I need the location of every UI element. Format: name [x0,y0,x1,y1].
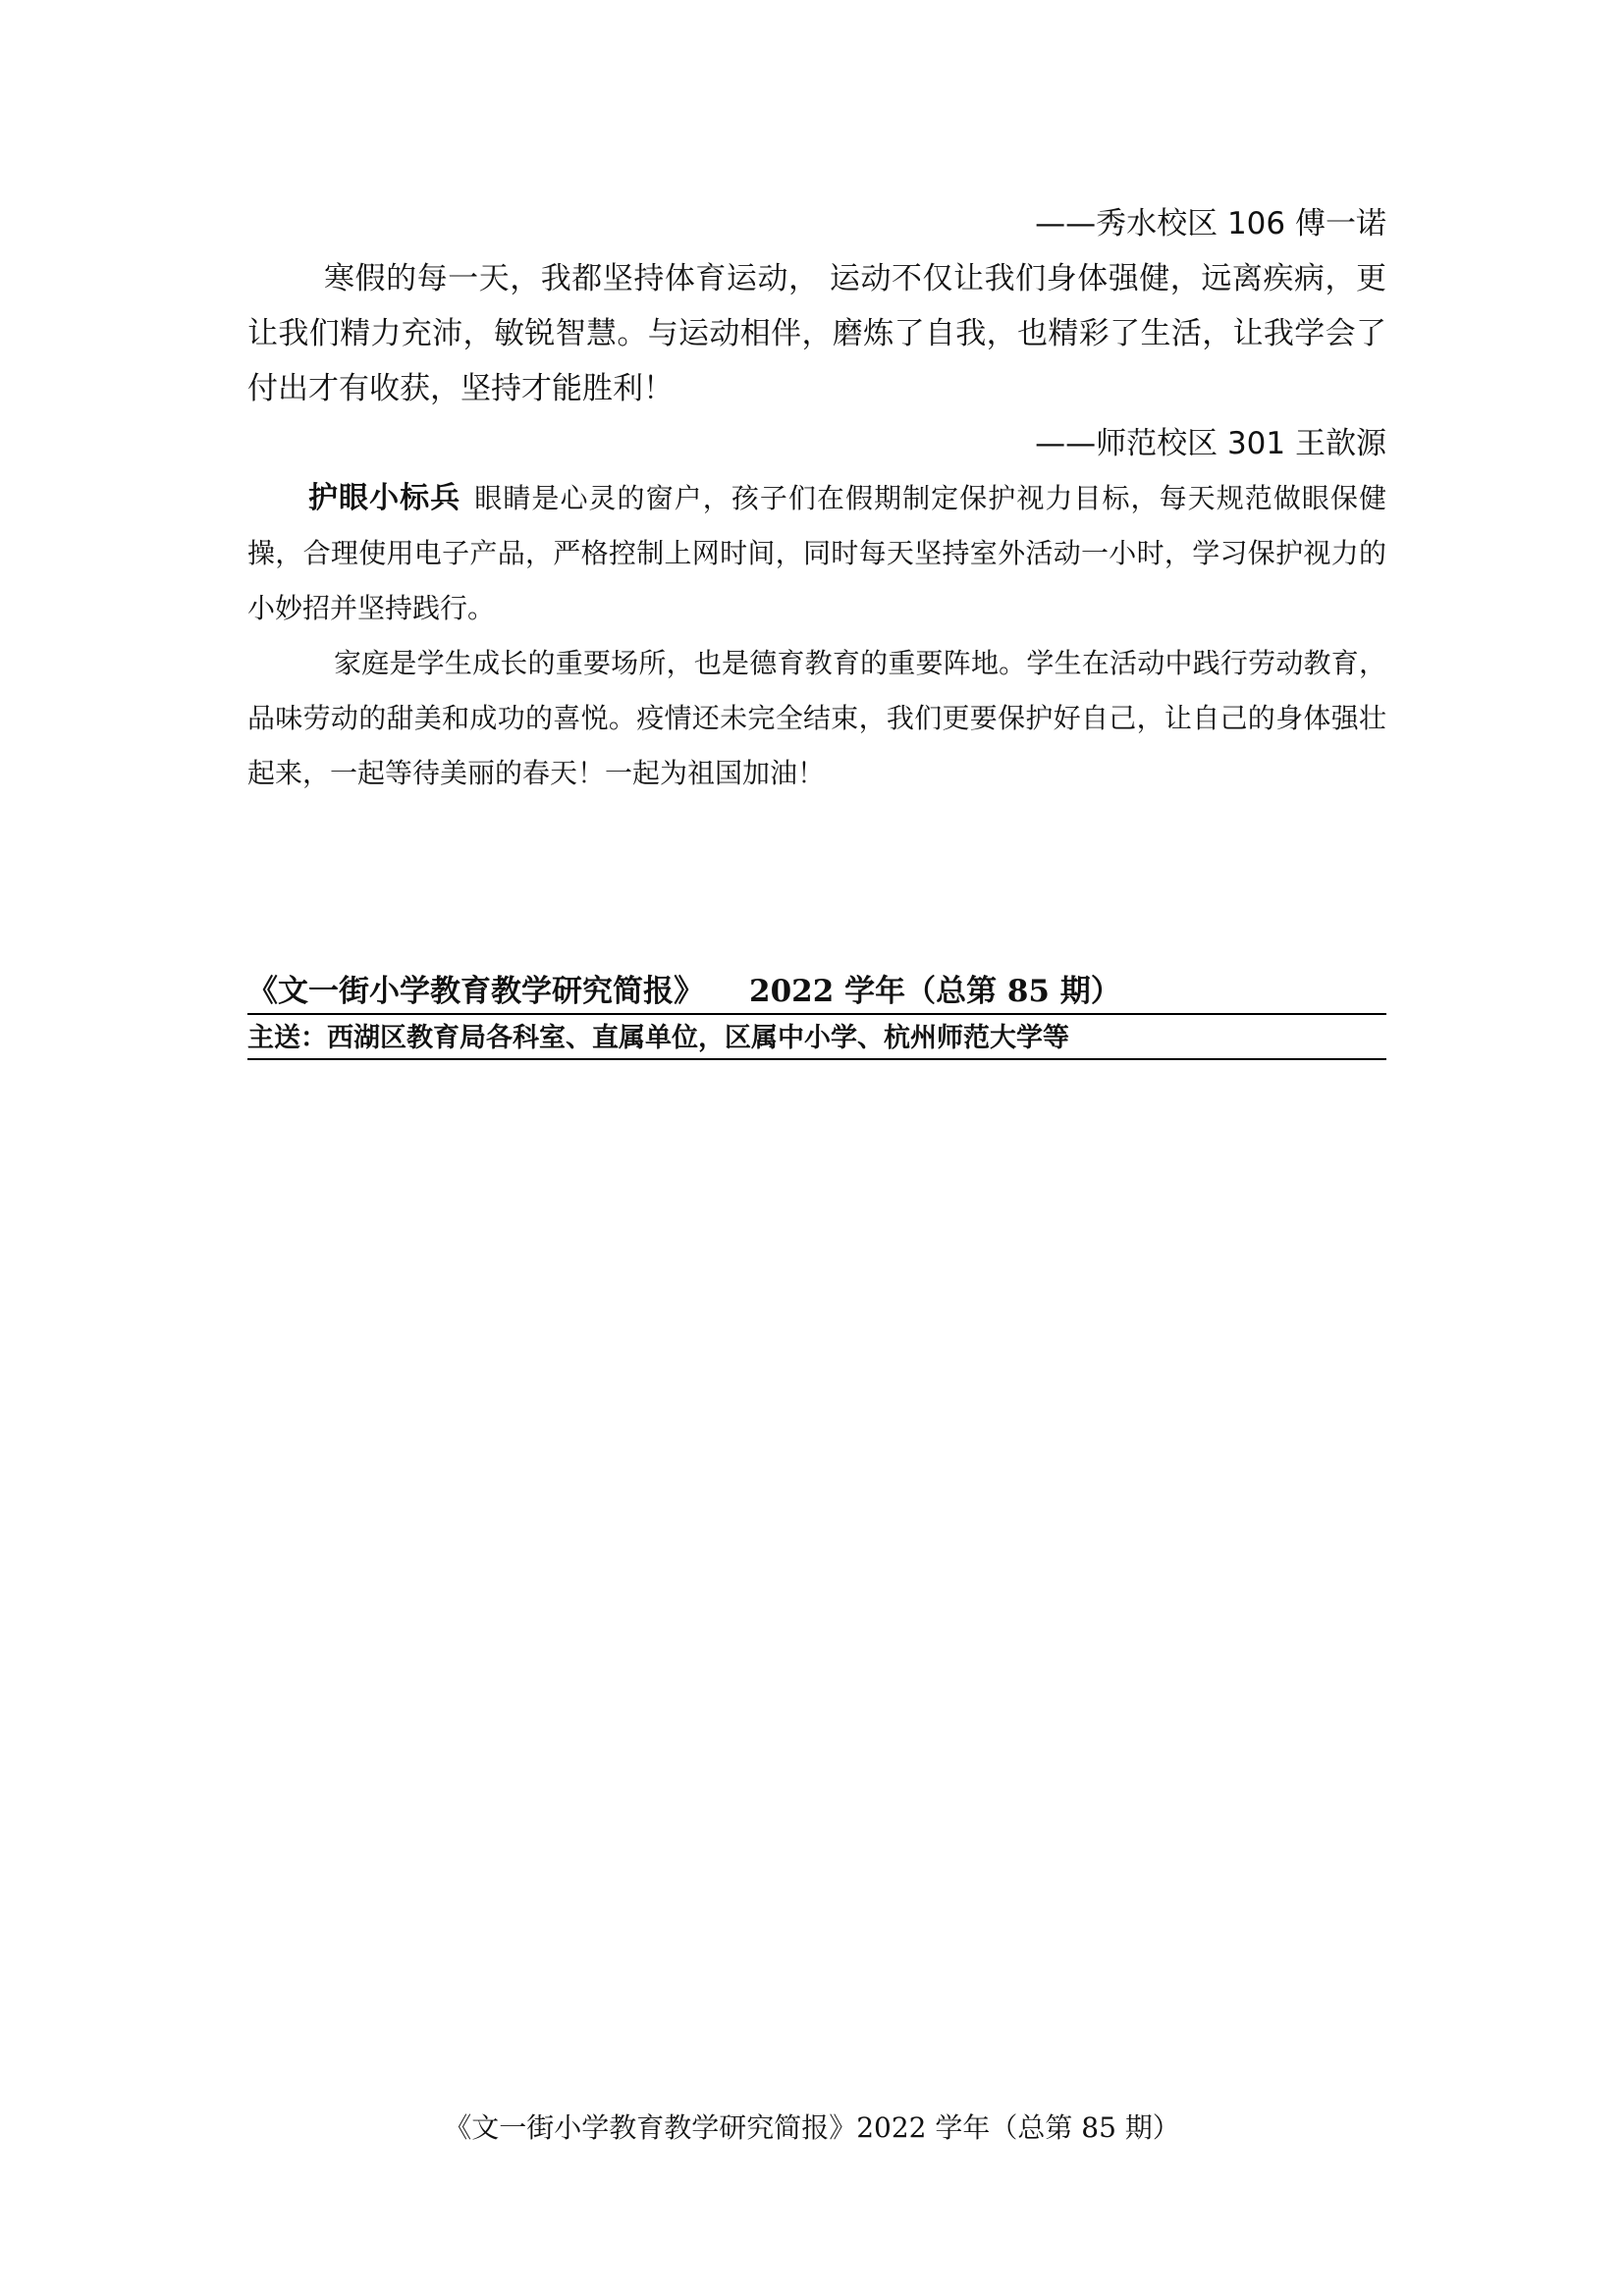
bulletin-send-to: 主送：西湖区教育局各科室、直属单位，区属中小学、杭州师范大学等 [247,1019,1386,1060]
page-footer: 《文一街小学教育教学研究简报》2022 学年（总第 85 期） [444,2111,1180,2144]
signature-shifan: ——师范校区 301 王歆源 [1035,426,1386,461]
bulletin-footer [247,970,1386,1060]
signature-xiushui: ——秀水校区 106 傅一诺 [1035,206,1386,241]
paragraph-eye-care [247,471,1386,636]
eye-care-heading: 护眼小标兵 [308,481,461,515]
eye-care-text: 眼睛是心灵的窗户，孩子们在假期制定保护视力目标，每天规范做眼保健操，合理使用电子产品，严格控制上网时间，同时每天坚持室外活动一小时，学习保护视力的小妙招并坚持践行。 [247,482,1386,624]
bulletin-issue: 2022 学年（总第 85 期） [749,974,1121,1009]
bulletin-title-line [247,970,1386,1015]
bulletin-title: 《文一街小学教育教学研究简报》 [247,974,704,1009]
article-body [247,196,1386,801]
paragraph-family: 家庭是学生成长的重要场所，也是德育教育的重要阵地。学生在活动中践行劳动教育，品味劳动的甜美和成功的喜悦。疫情还未完全结束，我们更要保护好自己，让自己的身体强壮起来，一起等待美丽的春天！一起为祖国加油！ [247,647,1386,789]
paragraph-winter-sports: 寒假的每一天，我都坚持体育运动， 运动不仅让我们身体强健，远离疾病，更让我们精力充沛，敏锐智慧。与运动相伴，磨炼了自我，也精彩了生活，让我学会了付出才有收获，坚持才能胜利！ [247,261,1386,406]
